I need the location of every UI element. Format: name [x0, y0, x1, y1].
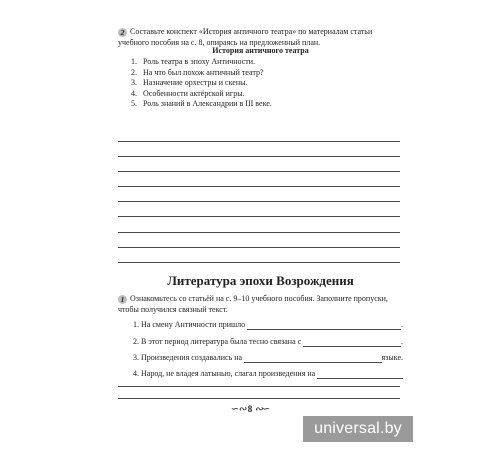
- answer-line[interactable]: [118, 216, 400, 217]
- plan-item-number: 3.: [131, 78, 137, 87]
- fill-in-blank[interactable]: [244, 354, 382, 363]
- answer-line[interactable]: [118, 171, 400, 172]
- answer-line[interactable]: [118, 201, 400, 202]
- task-number-badge: 1: [118, 295, 127, 304]
- fill-in-text: На смену Античности пришло: [141, 320, 246, 329]
- plan-item-number: 2.: [131, 67, 137, 77]
- plan-item-number: 1.: [131, 57, 137, 66]
- answer-line[interactable]: [118, 186, 400, 187]
- plan-item-text: Роль знаний в Александрии в III веке.: [143, 99, 272, 108]
- plan-title: История античного театра: [212, 46, 309, 55]
- fill-in-item: [133, 337, 403, 347]
- task-2-text: Составьте конспект «История античного театра» по материалам статьи учебного пособия на с. 8, опираясь на предложенный план.: [118, 27, 373, 47]
- fill-in-number: 3.: [133, 353, 139, 362]
- plan-item-text: Назначение орхестры и скены.: [143, 78, 248, 87]
- plan-item: [131, 68, 272, 79]
- ornament-right-icon: ∾∽: [254, 404, 270, 415]
- fill-in-text: Произведения создавались на: [141, 353, 243, 362]
- fill-in-blank[interactable]: [247, 321, 401, 330]
- answer-line[interactable]: [118, 386, 400, 387]
- task-1: [118, 294, 403, 315]
- answer-line[interactable]: [118, 262, 400, 263]
- plan-item-text: На что был похож античный театр?: [143, 67, 264, 77]
- plan-item: [131, 57, 272, 68]
- task-1-text: Ознакомьтесь со статьёй на с. 9–10 учебного пособия. Заполните пропуски, чтобы получился связный текст.: [118, 294, 388, 314]
- fill-in-text: В этот период литература была тесно связана с: [141, 337, 302, 346]
- task-2: [118, 27, 403, 48]
- fill-in-item: [133, 353, 403, 363]
- plan-item: [131, 89, 272, 100]
- ornament-left-icon: ∽∾: [230, 404, 246, 415]
- page-footer: [0, 404, 500, 415]
- plan-list: [131, 57, 272, 110]
- fill-in-number: 1.: [133, 320, 139, 329]
- answer-line[interactable]: [118, 232, 400, 233]
- fill-in-suffix: .: [401, 337, 403, 346]
- plan-item-text: Особенности актёрской игры.: [143, 88, 245, 98]
- fill-in-blank[interactable]: [317, 370, 403, 379]
- answer-line[interactable]: [118, 156, 400, 157]
- section-heading: Литература эпохи Возрождения: [167, 273, 354, 288]
- fill-in-suffix: .: [401, 320, 403, 329]
- watermark: universal.by: [303, 416, 413, 442]
- plan-item-number: 5.: [131, 99, 137, 108]
- answer-line[interactable]: [118, 141, 400, 142]
- fill-in-blank[interactable]: [303, 338, 401, 347]
- page-number: 8: [247, 404, 253, 414]
- plan-item-number: 4.: [131, 88, 137, 98]
- fill-in-suffix: языке.: [381, 353, 403, 362]
- fill-in-number: 4.: [133, 369, 139, 378]
- fill-in-number: 2.: [133, 337, 139, 346]
- plan-item-text: Роль театра в эпоху Античности.: [143, 57, 256, 66]
- fill-in-item: [133, 320, 403, 330]
- answer-line[interactable]: [118, 398, 400, 399]
- plan-item: [131, 78, 272, 89]
- answer-line[interactable]: [118, 247, 400, 248]
- fill-in-text: Народ, не владея латынью, слагал произведения на: [141, 369, 316, 378]
- fill-in-item: [133, 369, 403, 379]
- plan-item: [131, 99, 272, 110]
- task-number-badge: 2: [118, 28, 127, 37]
